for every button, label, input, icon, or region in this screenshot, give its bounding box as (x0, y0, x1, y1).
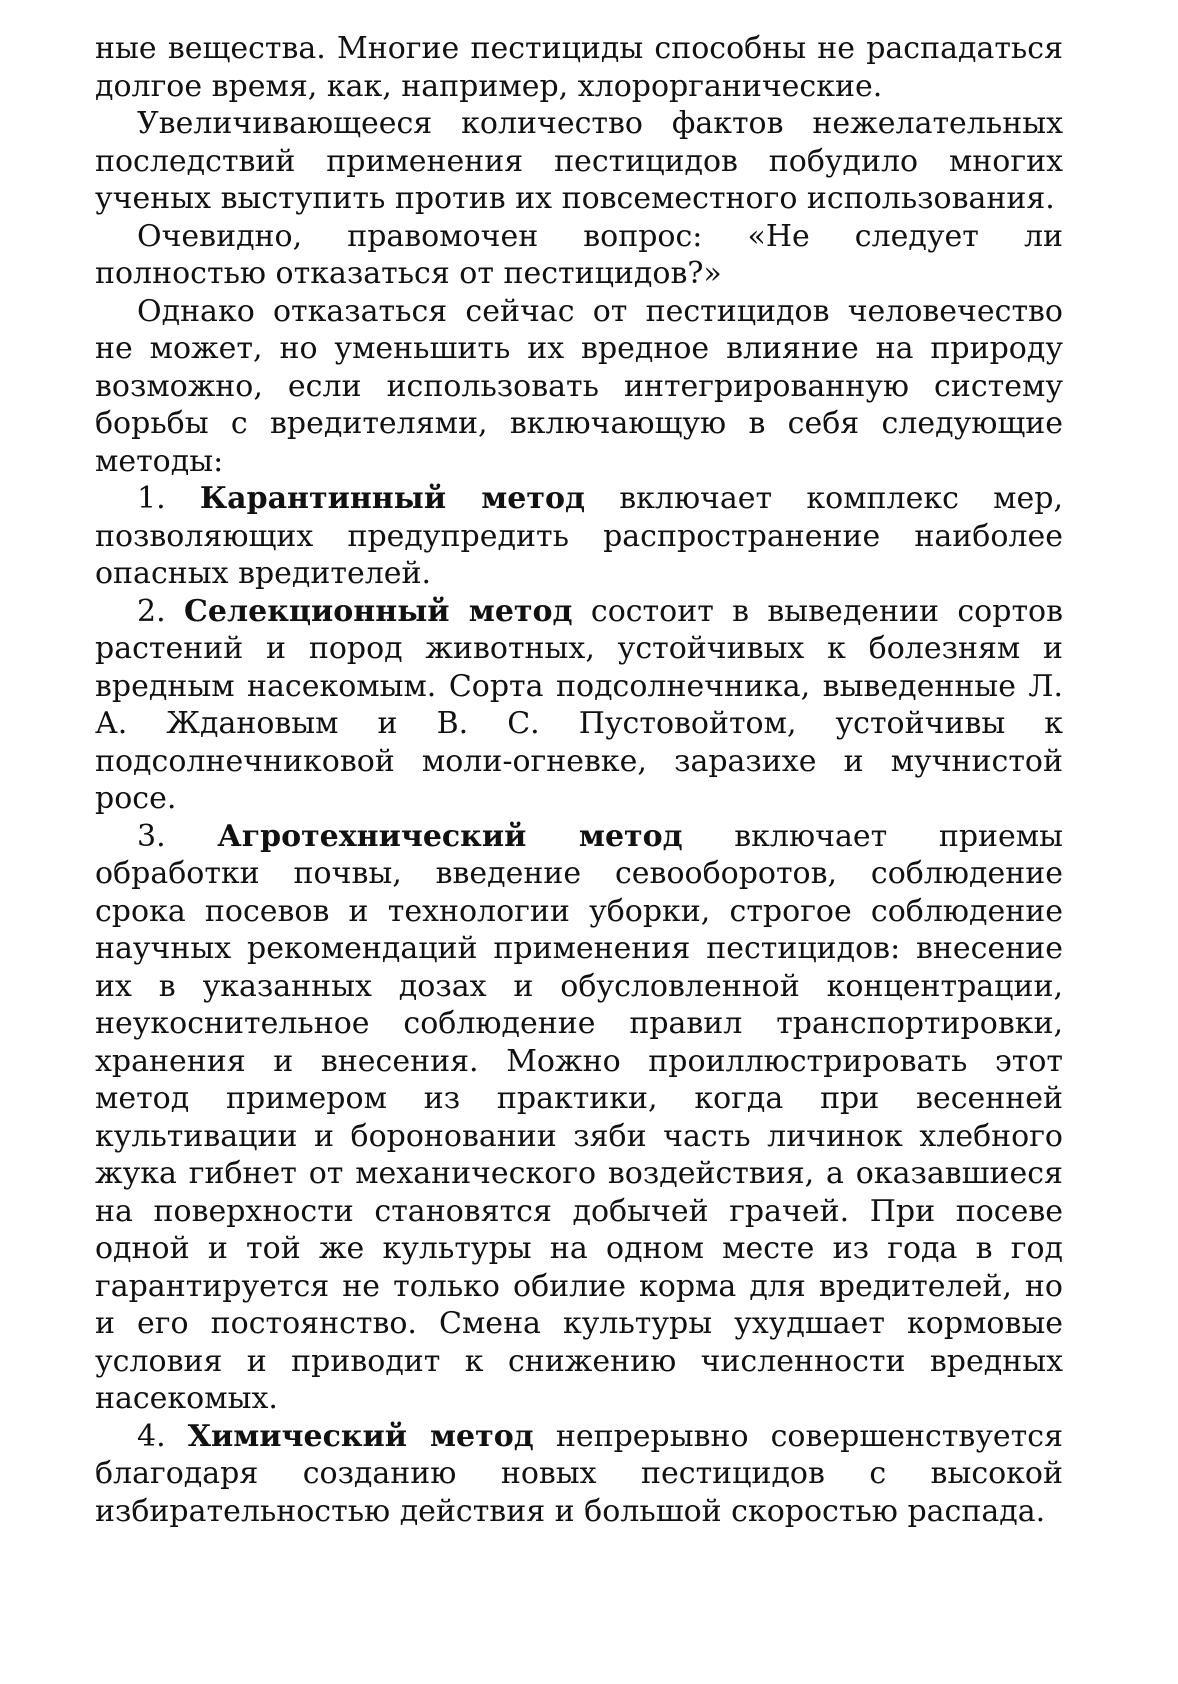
method-term: Селекционный метод (183, 593, 573, 629)
page-body (95, 30, 1063, 1530)
method-quarantine (95, 480, 1063, 593)
paragraph-consequences: Увеличивающееся количество фактов нежелательных последствий применения пестицидов побудило многих ученых выступить против их повсеместного использования. (95, 106, 1063, 216)
method-selection (95, 593, 1063, 818)
method-description: включает приемы обработки почвы, введение севооборотов, соблюдение срока посевов и технологии уборки, строгое соблюдение научных рекомендаций применения пестицидов: внесение их в указанных дозах и обусловленной концентрации, неукоснительное соблюдение правил транспортировки, хранения и внесения. Можно проиллюстрировать этот метод примером из практики, когда при весенней культивации и бороновании зяби часть личинок хлебного жука гибнет от механического воздействия, а оказавшиеся на поверхности становятся добычей грачей. При посеве одной и той же культуры на одном месте из года в год гарантируется не только обилие корма для вредителей, но и его постоянство. Смена культуры ухудшает кормовые условия и приводит к снижению численности вредных насекомых. (95, 818, 1063, 1416)
method-number: 3. (137, 818, 218, 854)
method-description: включает комплекс мер, позволяющих предупредить распространение наиболее опасных вредителей. (95, 481, 1063, 591)
method-chemical (95, 1418, 1063, 1531)
method-number: 2. (137, 593, 184, 629)
paragraph-integrated-system: Однако отказаться сейчас от пестицидов человечество не может, но уменьшить их вредное влияние на природу возможно, если использовать интегрированную систему борьбы с вредителями, включающую в себя следующие методы: (95, 293, 1063, 479)
method-description: непрерывно совершенствуется благодаря созданию новых пестицидов с высокой избирательностью действия и большой скоростью распада. (95, 1418, 1063, 1529)
paragraph-question: Очевидно, правомочен вопрос: «Не следует ли полностью отказаться от пестицидов?» (95, 218, 1063, 291)
paragraph-continuation: ные вещества. Многие пестициды способны не распадаться долгое время, как, например, хлорорганические. (95, 31, 1063, 104)
method-description: состоит в выведении сортов растений и пород животных, устойчивых к болезням и вредным насекомым. Сорта подсолнечника, выведенные Л. А. Ждановым и В. С. Пустовойтом, устойчивы к подсолнечниковой моли-огневке, заразихе и мучнистой росе. (95, 593, 1063, 816)
method-term: Химический метод (187, 1418, 534, 1454)
method-number: 4. (137, 1418, 188, 1454)
method-term: Карантинный метод (199, 481, 585, 516)
method-agrotechnical (95, 818, 1063, 1418)
method-number: 1. (137, 481, 200, 516)
method-term: Агротехнический метод (217, 818, 683, 854)
